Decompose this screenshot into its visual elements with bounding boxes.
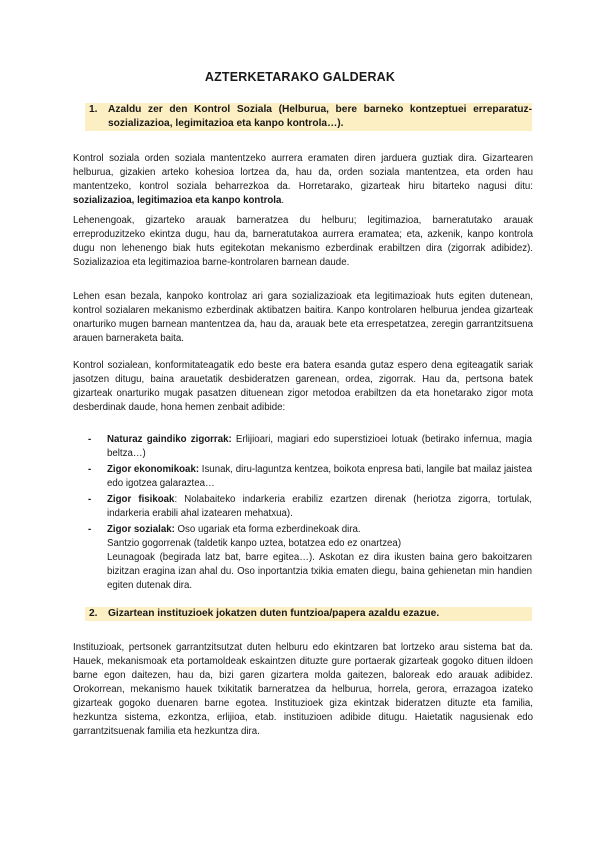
paragraph-2: Lehenengoak, gizarteko arauak barneratzea du helburu; legitimazioa, barneratutako arauak erreproduzitzeko ekintza dugu, hau da, barneratutakoa aurrera eramatea; eta, azkenik, kanpo kontrola dugu non lehenengo biak huts egitekotan mekanismo ezberdinak erabiltzen dira (zigorrak adibidez). Sozializazioa eta legitimazioa barne-kontrolaren barnean daude. xyxy=(73,215,533,268)
question-1-number: 1. xyxy=(89,104,98,115)
question-2-number: 2. xyxy=(89,608,98,619)
paragraph-1-end: . xyxy=(281,195,285,206)
bullet-dash: - xyxy=(88,434,92,445)
paragraph-1 xyxy=(73,152,533,208)
punishment-list xyxy=(88,433,532,595)
paragraph-1-text: Kontrol soziala orden soziala mantentzeko aurrera eramaten diren jarduera guztiak dira. Gizartearen helburua, gizakien arteko kohesioa lortzea da, hau da, orden soziala mantentzea, eta orden hau mantentzeko, kontrol soziala beharrezkoa da. Horretarako, gizarteak hiru bitarteko nagusi ditu: xyxy=(73,153,533,192)
question-1-text: Azaldu zer den Kontrol Soziala (Helburua, bere barneko kontzeptuei erreparatuz-sozializazioa, legimitazioa eta kanpo kontrola…). xyxy=(108,104,532,129)
list-item xyxy=(88,433,532,461)
bullet-dash: - xyxy=(88,464,92,475)
list-item-text: : Nolabaiteko indarkeria erabiliz ezartzen direnak (heriotza zigorra, tortulak, indarkeria erabili ahal izatearen mehatxua). xyxy=(107,494,533,519)
list-item xyxy=(88,463,532,491)
list-item-label: Zigor ekonomikoak: xyxy=(107,464,200,475)
list-item-label: Zigor fisikoak xyxy=(107,494,175,505)
list-item xyxy=(88,493,532,521)
bullet-dash: - xyxy=(88,524,92,535)
document-title: AZTERKETARAKO GALDERAK xyxy=(204,70,396,84)
paragraph-5: Instituzioak, pertsonek garrantzitsutzat duten helburu edo ekintzaren bat lortzeko arau sistema bat da. Hauek, mekanismoak eta portamoldeak eskaintzen dituzte gure portaerak gizarteak gogoko dituen ildoen barne egon daitezen, hau da, bizi garen gizartera molda gaitezen, baloreak edo arauak adibidez. Orokorrean, mekanismo hauek txikitatik barneratzea da helburua, horrela, gerora, errazagoa izateko gizarteak gogoko duenaren barne egotea. Instituzioek giza ekintzak bideratzen dituzte eta familia, hezkuntza sistema, ezkontza, erlijioa, etab. instituzioen adibide ditugu. Haietatik nagusienak edo garrantzitsuenak familia eta hezkuntza dira. xyxy=(73,642,533,737)
list-item-label: Naturaz gaindiko zigorrak: xyxy=(107,434,232,445)
paragraph-3: Lehen esan bezala, kanpoko kontrolaz ari gara sozializazioak eta legitimazioak huts egiten dutenean, kontrol sozialaren mekanismo ezberdinak aktibatzen baitira. Kanpo kontrolaren helburua jendea gizarteak onarturiko mugen barnean mantentzea da, hau da, arauak bete eta errespetatzea, zeregin garrantzitsuena arauen barneraketa baita. xyxy=(73,291,533,344)
list-item xyxy=(88,523,532,593)
list-item-text: Erlijioari, magiari edo superstizioei lotuak (betirako infernua, magia beltza…) xyxy=(107,434,533,459)
question-2-text: Gizartean instituzioek jokatzen duten funtzioa/papera azaldu ezazue. xyxy=(108,608,440,619)
list-subitem: Leunagoak (begirada latz bat, barre egitea…). Askotan ez dira ikusten baina gero bakoitzaren bizitzan eragina izan ahal du. Oso inportantzia txikia ematen diegu, baina gehienetan min handien egiten dutenak dira. xyxy=(107,552,532,591)
list-subitem: Santzio gogorrenak (taldetik kanpo uztea, botatzea edo ez onartzea) xyxy=(107,538,402,549)
list-item-text: Isunak, diru-laguntza kentzea, boikota enpresa bati, langile bat mailaz jaistea edo igotzea galaraztea… xyxy=(107,464,532,489)
list-item-label: Zigor sozialak: xyxy=(107,524,175,535)
question-1 xyxy=(85,103,532,131)
bullet-dash: - xyxy=(88,494,92,505)
paragraph-1-bold: sozializazioa, legitimazioa eta kanpo kontrola xyxy=(73,195,282,206)
question-2 xyxy=(85,607,532,621)
paragraph-4: Kontrol sozialean, konformitateagatik edo beste era batera esanda gutaz espero dena egiteagatik sariak jasotzen ditugu, baina arauetatik desbideratzen garenean, ordea, zigorrak. Hau da, pertsona batek gizarteak onarturiko mugak pasatzen dituenean zigor metodoa erabiltzen da eta honetarako zigor mota desberdinak daude, hona hemen zenbait adibide: xyxy=(73,360,533,413)
list-item-text: Oso ugariak eta forma ezberdinekoak dira. xyxy=(174,524,361,535)
